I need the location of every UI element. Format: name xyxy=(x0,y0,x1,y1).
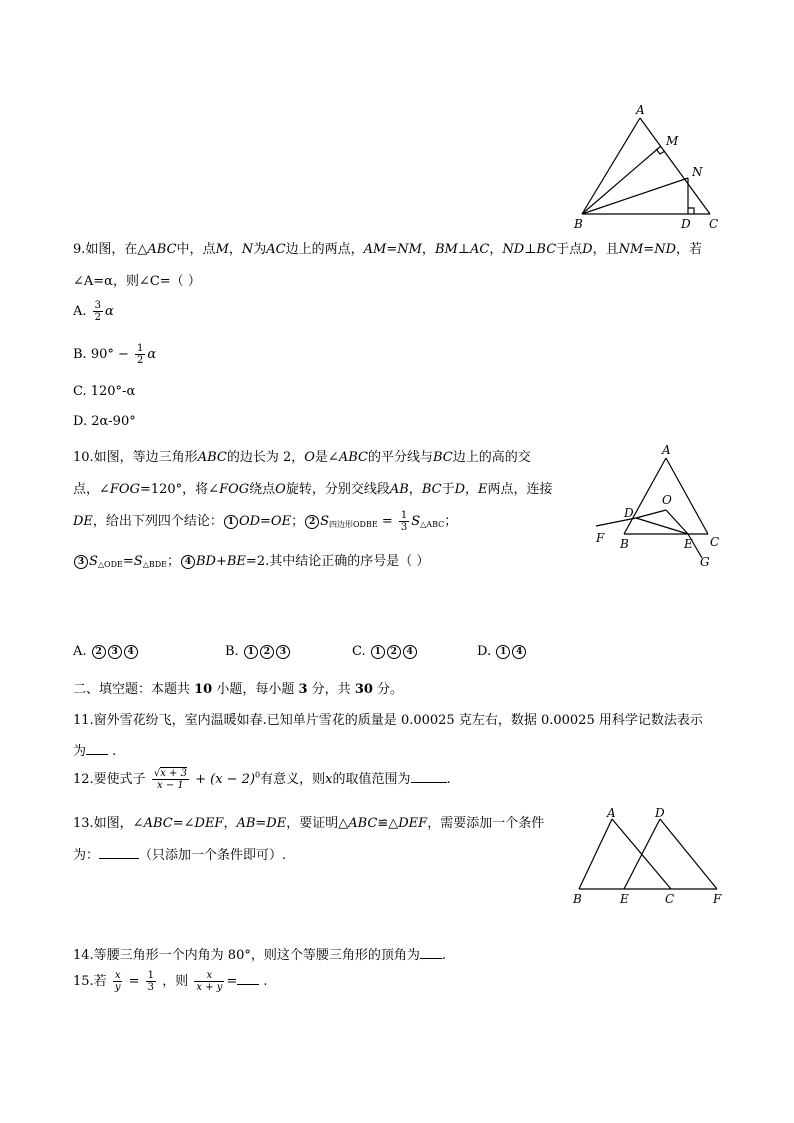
q10-line1: 10.如图，等边三角形ABC的边长为 2，O是∠ABC的平分线与BC边上的高的交 xyxy=(73,450,531,465)
q10-line3: DE，给出下列四个结论： 1 OD=OE； 2 $S_{四边形ODBE}$ = $\frac{1}{3}$ $S_{\triangle ABC}$； xyxy=(73,510,458,533)
label-C: C xyxy=(709,217,719,231)
q11-answer-blank[interactable] xyxy=(86,742,108,755)
q15-answer-blank[interactable] xyxy=(237,972,259,985)
label-G: G xyxy=(700,555,710,569)
q11-line1: 11.窗外雪花纷飞，室内温暖如春.已知单片雪花的质量是 0.00025 克左右，数据 0.00025 用科学记数法表示 xyxy=(73,713,703,728)
q9-option-b[interactable]: B. 90° − $\frac{1}{2}$ α xyxy=(73,343,157,366)
q9-option-a[interactable]: A. $\frac{3}{2}$ α xyxy=(73,300,114,323)
label-C: C xyxy=(665,892,675,906)
q12-line: 12.要使式子 $\frac{√x + 3}{x - 1}$ + $(x - 2)^0$有意义，则x的取值范围为 . xyxy=(73,768,451,791)
label-B: B xyxy=(574,217,583,231)
q14-answer-blank[interactable] xyxy=(420,946,442,959)
label-M: M xyxy=(666,134,679,148)
label-D: D xyxy=(655,806,665,820)
label-F: F xyxy=(596,531,605,545)
label-O: O xyxy=(662,493,672,507)
label-B: B xyxy=(620,537,629,551)
q9-line1: 9.如图，在△ABC中，点M，N为AC边上的两点，AM=NM，BM⊥AC，ND⊥BC于点D，且NM=ND，若 xyxy=(73,242,703,257)
label-F: F xyxy=(713,892,722,906)
label-E: E xyxy=(684,537,693,551)
q9-option-d[interactable]: D. 2α-90° xyxy=(73,414,136,429)
label-B: B xyxy=(573,892,582,906)
label-A: A xyxy=(662,443,671,457)
label-D: D xyxy=(624,506,634,520)
q14-line: 14.等腰三角形一个内角为 80°，则这个等腰三角形的顶角为 . xyxy=(73,948,446,963)
q9-line2: ∠A=α，则∠C=（ ） xyxy=(73,274,201,289)
q9-option-c[interactable]: C. 120°-α xyxy=(73,384,136,399)
q13-line2: 为： （只添加一个条件即可）. xyxy=(73,848,287,863)
label-E: E xyxy=(620,892,629,906)
q12-answer-blank[interactable] xyxy=(411,770,447,783)
q10-option-a[interactable]: A. 2 3 4 xyxy=(73,644,139,659)
q10-option-b[interactable]: B. 1 2 3 xyxy=(225,644,291,659)
label-D: D xyxy=(681,217,691,231)
label-N: N xyxy=(692,165,703,179)
q15-line: 15.若 $\frac{x}{y}$ = $\frac{1}{3}$ ，则 $\frac{x}{x + y}$ = . xyxy=(73,970,268,993)
q10-line4: 3 $S_{\triangle ODE}=S_{\triangle BDE}$； 4 BD+BE=2.其中结论正确的序号是（ ） xyxy=(73,550,429,569)
figure-q10-triangle xyxy=(590,440,730,572)
label-A: A xyxy=(636,103,645,117)
figure-q13-triangles xyxy=(565,805,730,910)
q13-line1: 13.如图，∠ABC=∠DEF，AB=DE，要证明△ABC≌△DEF，需要添加一个条件 xyxy=(73,816,545,831)
section-2-heading: 二、填空题：本题共 10 小题，每小题 3 分，共 30 分。 xyxy=(73,682,404,697)
q11-line2: 为 . xyxy=(73,744,117,759)
label-A: A xyxy=(607,806,616,820)
label-C: C xyxy=(710,535,720,549)
q10-option-d[interactable]: D. 1 4 xyxy=(477,644,527,659)
q10-line2: 点，∠FOG=120°，将∠FOG绕点O旋转，分别交线段AB，BC于D，E两点，连接 xyxy=(73,482,553,497)
q13-answer-blank[interactable] xyxy=(99,846,139,859)
figure-q9-triangle xyxy=(570,100,730,232)
q10-option-c[interactable]: C. 1 2 4 xyxy=(352,644,418,659)
